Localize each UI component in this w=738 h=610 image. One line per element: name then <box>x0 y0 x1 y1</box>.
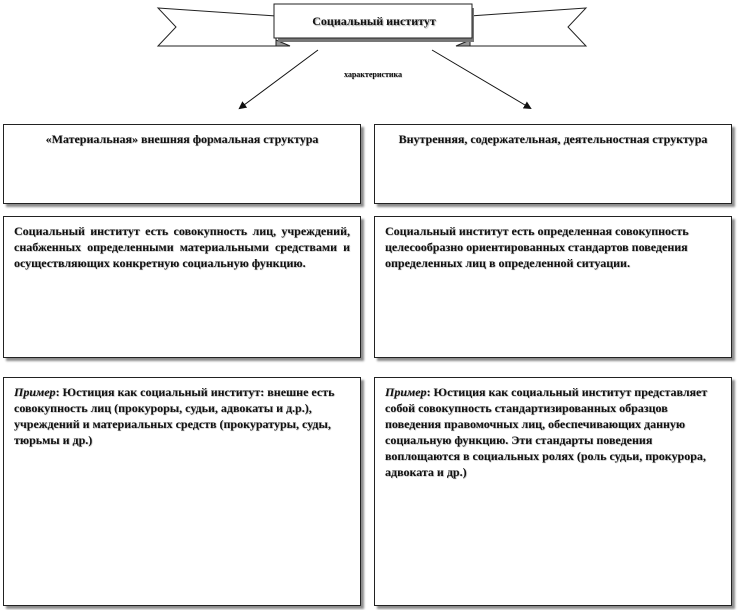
left-example-box <box>3 377 361 606</box>
left-header-text: «Материальная» внешняя формальная структура <box>45 132 319 146</box>
ribbon-left-tail <box>158 8 276 46</box>
left-example-prefix: Пример <box>14 385 56 399</box>
right-definition-box <box>374 216 732 358</box>
connector-label: характеристика <box>343 70 403 79</box>
left-definition-text: Социальный институт есть совокупность лиц, учреждений, снабженных определенными материальными средствами и осуществляющих конкретную социальную функцию. <box>14 224 350 270</box>
banner-title: Социальный институт <box>312 13 436 28</box>
left-definition-box <box>3 216 361 358</box>
right-example-prefix: Пример <box>385 385 427 399</box>
right-example-box <box>374 377 732 606</box>
right-header-box <box>374 124 732 204</box>
ribbon-right-tail <box>470 8 586 46</box>
right-definition-text: Социальный институт есть определенная совокупность целесообразно ориентированных стандартов поведения определенных лиц в определенной ситуации. <box>385 224 689 270</box>
left-header-box <box>3 124 361 204</box>
right-header-text: Внутренняя, содержательная, деятельностная структура <box>398 132 708 146</box>
right-example-text: : Юстиция как социальный институт представляет собой совокупность стандартизированных образцов поведения правомочных лиц, обеспечивающих данную социальную функцию. Эти стандарты поведения воплощаются в социальных ролях (роль судьи, прокурора, адвоката и др.) <box>385 385 708 479</box>
left-example-text: : Юстиция как социальный институт: внешне есть совокупность лиц (прокуроры, судьи, адвокаты и д.р.), учреждений и материальных средств (прокуратуры, суды, тюрьмы и др.) <box>14 385 335 447</box>
